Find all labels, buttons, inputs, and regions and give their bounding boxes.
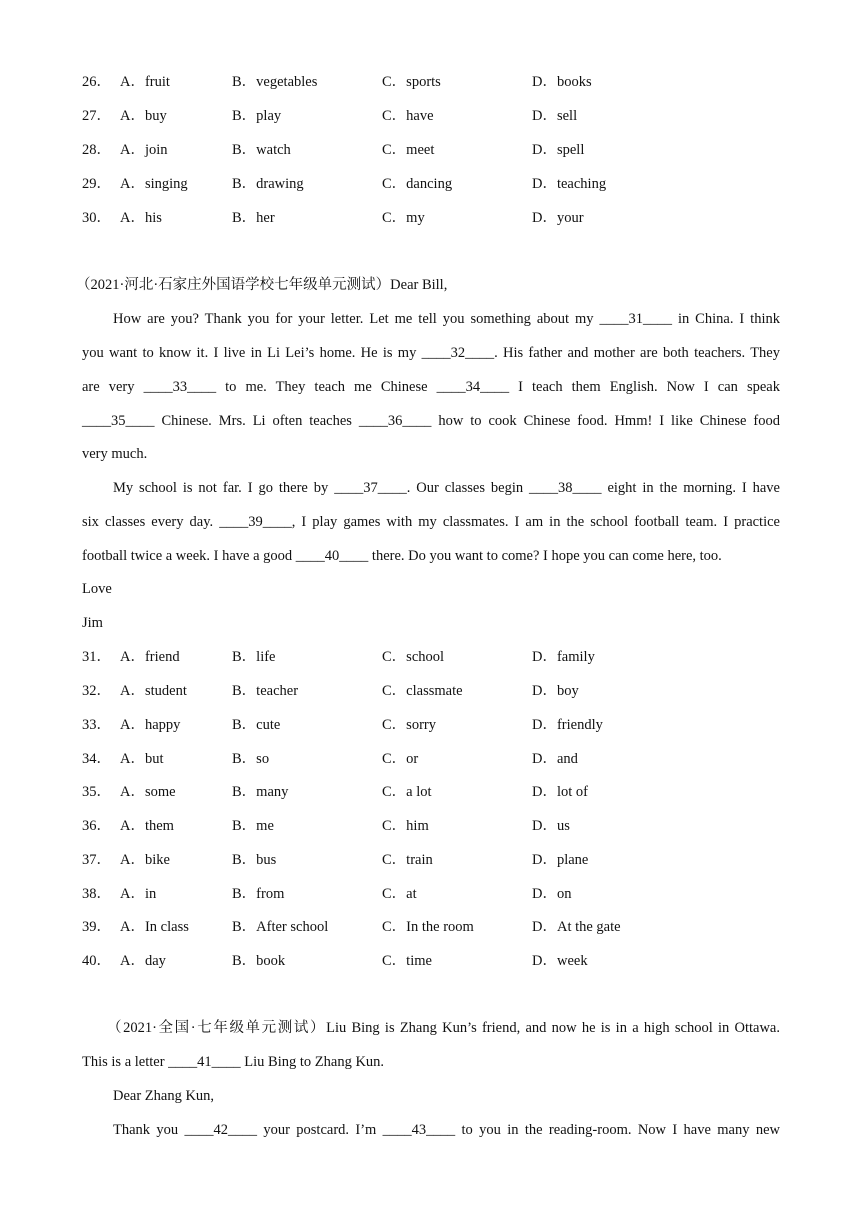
option-a: A．join xyxy=(120,142,168,158)
option-c: C．sorry xyxy=(382,717,436,733)
option-d: D．friendly xyxy=(532,717,603,733)
question-number: 27． xyxy=(82,108,111,124)
option-d: D．lot of xyxy=(532,784,588,800)
option-a: A．day xyxy=(120,953,166,969)
question-row-39 xyxy=(82,917,782,937)
question-row-33 xyxy=(82,715,782,735)
question-number: 32． xyxy=(82,683,111,699)
option-d: D．us xyxy=(532,818,570,834)
option-c: C．school xyxy=(382,649,445,665)
option-c: C．train xyxy=(382,852,433,868)
passage-line: My school is not far. I go there by ____37____. Our classes begin ____38____ eight in the morning. I have xyxy=(113,480,780,496)
option-b: B．play xyxy=(232,108,282,124)
question-number: 31． xyxy=(82,649,111,665)
question-number: 26． xyxy=(82,74,111,90)
question-row-37 xyxy=(82,850,782,870)
option-b: B．cute xyxy=(232,717,281,733)
option-d: D．books xyxy=(532,74,592,90)
option-a: A．some xyxy=(120,784,176,800)
option-c: C．at xyxy=(382,886,417,902)
question-number: 33． xyxy=(82,717,111,733)
option-a: A．in xyxy=(120,886,157,902)
question-number: 37． xyxy=(82,852,111,868)
option-d: D．on xyxy=(532,886,572,902)
question-row-35 xyxy=(82,782,782,802)
option-b: B．life xyxy=(232,649,276,665)
question-row-32 xyxy=(82,681,782,701)
question-number: 28． xyxy=(82,142,111,158)
option-c: C．my xyxy=(382,210,425,226)
option-b: B．teacher xyxy=(232,683,299,699)
option-b: B．from xyxy=(232,886,285,902)
passage-line: How are you? Thank you for your letter. Let me tell you something about my ____31____ in China. I think xyxy=(113,311,780,327)
option-c: C．classmate xyxy=(382,683,463,699)
question-number: 35． xyxy=(82,784,111,800)
question-number: 38． xyxy=(82,886,111,902)
option-b: B．After school xyxy=(232,919,329,935)
option-a: A．friend xyxy=(120,649,180,665)
passage-line: very much. xyxy=(82,446,148,462)
option-d: D．At the gate xyxy=(532,919,621,935)
option-d: D．teaching xyxy=(532,176,607,192)
option-c: C．or xyxy=(382,751,419,767)
option-c: C．meet xyxy=(382,142,435,158)
question-number: 30． xyxy=(82,210,111,226)
question-number: 36． xyxy=(82,818,111,834)
passage-line: football twice a week. I have a good ____40____ there. Do you want to come? I hope you can come here, too. xyxy=(82,548,722,564)
option-c: C．dancing xyxy=(382,176,453,192)
question-row-27 xyxy=(82,106,782,126)
letter-greeting: Dear Zhang Kun, xyxy=(113,1088,215,1104)
passage-line: six classes every day. ____39____, I play games with my classmates. I am in the school football team. I practice xyxy=(82,514,780,530)
option-a: A．buy xyxy=(120,108,167,124)
option-c: C．time xyxy=(382,953,432,969)
question-row-40 xyxy=(82,951,782,971)
option-d: D．your xyxy=(532,210,584,226)
option-b: B．bus xyxy=(232,852,277,868)
question-number: 29． xyxy=(82,176,111,192)
passage-line: you want to know it. I live in Li Lei’s home. He is my ____32____. His father and mother are both teachers. They xyxy=(82,345,780,361)
passage-line: are very ____33____ to me. They teach me Chinese ____34____ I teach them English. Now I can speak xyxy=(82,379,780,395)
option-c: C．him xyxy=(382,818,429,834)
option-a: A．singing xyxy=(120,176,188,192)
option-d: D．spell xyxy=(532,142,585,158)
question-number: 39． xyxy=(82,919,111,935)
option-b: B．so xyxy=(232,751,270,767)
option-d: D．plane xyxy=(532,852,589,868)
option-d: D．sell xyxy=(532,108,578,124)
question-row-26 xyxy=(82,72,782,92)
question-row-30 xyxy=(82,208,782,228)
question-row-29 xyxy=(82,174,782,194)
option-b: B．vegetables xyxy=(232,74,318,90)
option-c: C．a lot xyxy=(382,784,432,800)
option-a: A．them xyxy=(120,818,174,834)
question-number: 34． xyxy=(82,751,111,767)
option-b: B．book xyxy=(232,953,286,969)
option-b: B．her xyxy=(232,210,275,226)
passage-source-heading: （2021·河北·石家庄外国语学校七年级单元测试）Dear Bill, xyxy=(76,277,448,293)
option-a: A．bike xyxy=(120,852,170,868)
question-number: 40． xyxy=(82,953,111,969)
passage-source-heading: （2021·全国·七年级单元测试）Liu Bing is Zhang Kun’s friend, and now he is in a high school in Ottawa. xyxy=(107,1020,780,1036)
option-d: D．family xyxy=(532,649,595,665)
option-d: D．and xyxy=(532,751,578,767)
passage-line: ____35____ Chinese. Mrs. Li often teaches ____36____ how to cook Chinese food. Hmm! I like Chinese food xyxy=(82,413,780,429)
option-b: B．many xyxy=(232,784,289,800)
option-b: B．drawing xyxy=(232,176,304,192)
option-a: A．fruit xyxy=(120,74,170,90)
question-row-36 xyxy=(82,816,782,836)
option-c: C．sports xyxy=(382,74,441,90)
question-row-34 xyxy=(82,749,782,769)
option-a: A．but xyxy=(120,751,164,767)
option-a: A．happy xyxy=(120,717,181,733)
option-d: D．boy xyxy=(532,683,579,699)
option-c: C．have xyxy=(382,108,434,124)
option-c: C．In the room xyxy=(382,919,474,935)
question-row-38 xyxy=(82,884,782,904)
option-d: D．week xyxy=(532,953,588,969)
letter-signature: Jim xyxy=(82,615,103,631)
option-b: B．watch xyxy=(232,142,291,158)
option-a: A．his xyxy=(120,210,162,226)
letter-closing: Love xyxy=(82,581,112,597)
passage-line: This is a letter ____41____ Liu Bing to Zhang Kun. xyxy=(82,1054,385,1070)
option-b: B．me xyxy=(232,818,274,834)
question-row-31 xyxy=(82,647,782,667)
option-a: A．In class xyxy=(120,919,189,935)
option-a: A．student xyxy=(120,683,187,699)
question-row-28 xyxy=(82,140,782,160)
passage-line: Thank you ____42____ your postcard. I’m ____43____ to you in the reading-room. Now I have many new xyxy=(113,1122,780,1138)
